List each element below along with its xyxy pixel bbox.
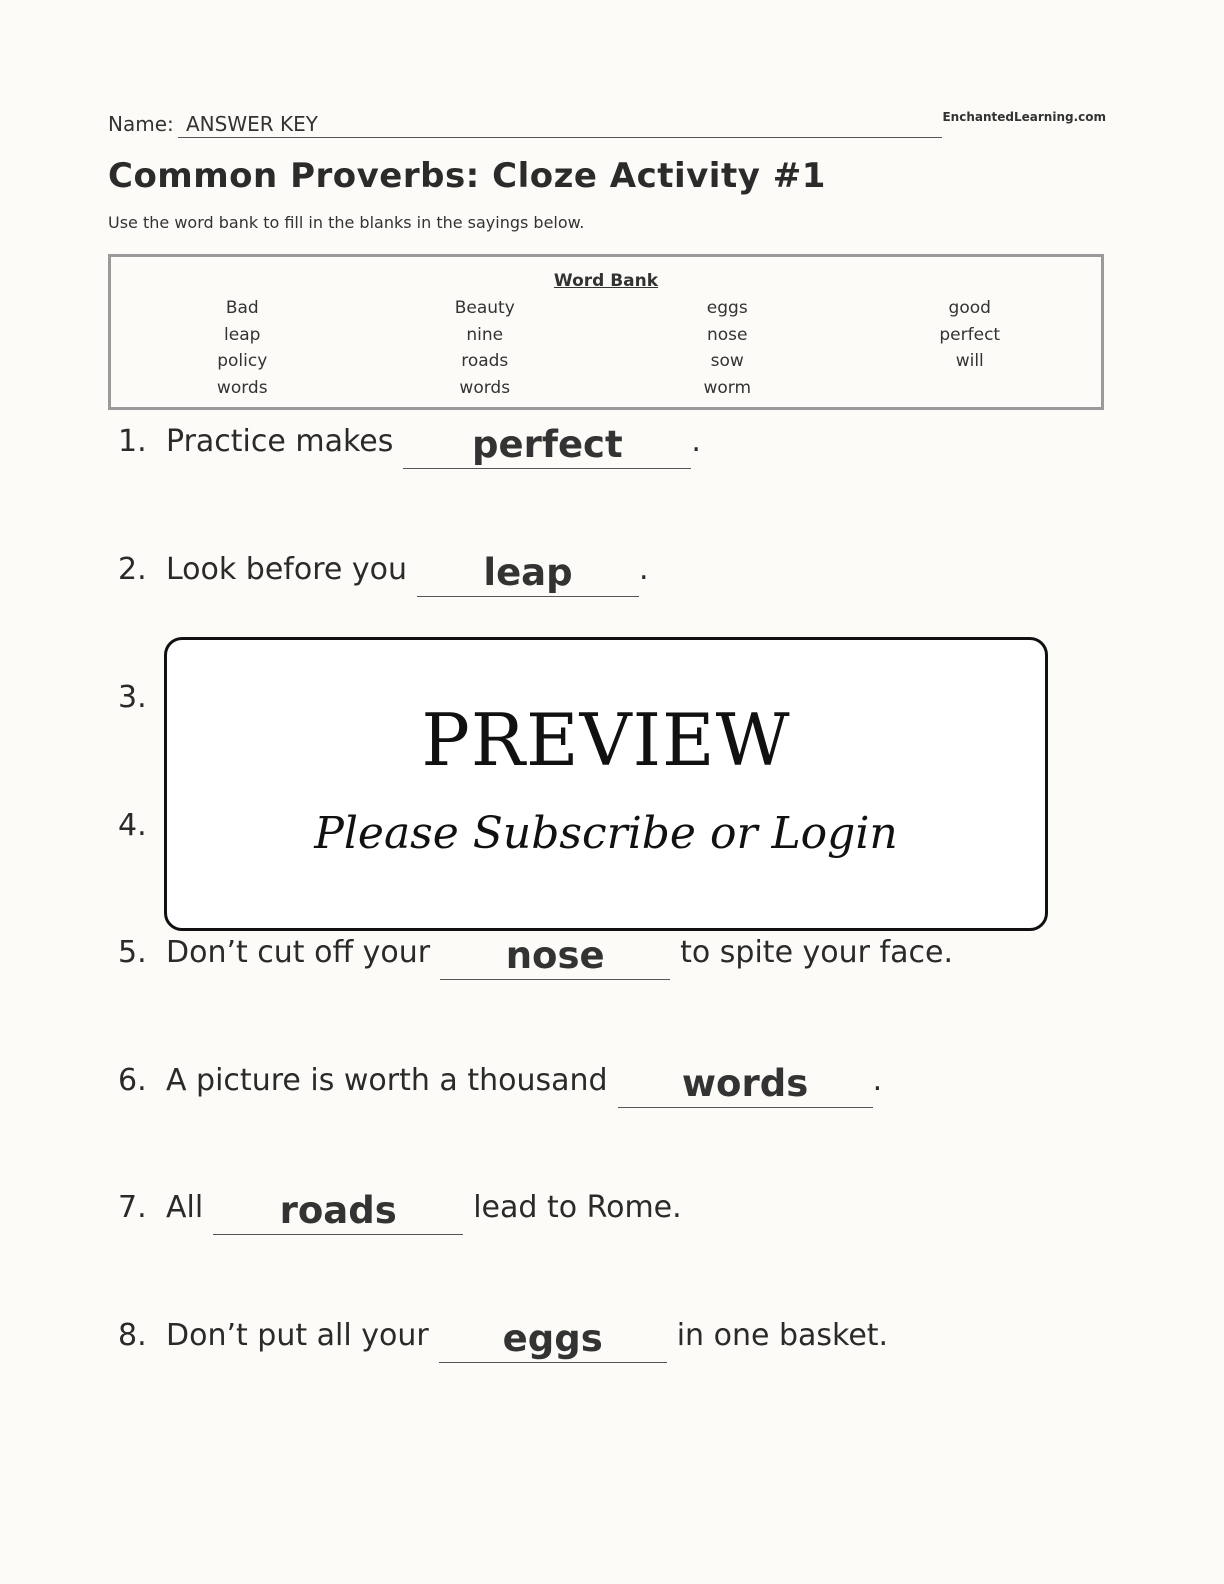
question-text-after: to spite your face. <box>680 935 953 970</box>
question-number: 2. <box>118 552 147 587</box>
answer-text: leap <box>483 551 573 594</box>
word-bank-word: Beauty <box>454 298 515 318</box>
question-text-before: Don’t put all your <box>166 1318 429 1353</box>
word-bank-title: Word Bank <box>553 271 659 291</box>
answer-text: perfect <box>472 423 623 466</box>
question-text-before: A picture is worth a thousand <box>166 1063 608 1098</box>
answer-text: words <box>681 1062 809 1105</box>
word-bank-word: words <box>216 377 268 398</box>
word-bank-word: policy <box>217 351 268 371</box>
word-bank-column <box>364 295 607 401</box>
preview-overlay[interactable] <box>164 637 1048 931</box>
question-text-before: Practice makes <box>166 424 394 459</box>
answer-blank <box>439 1318 667 1363</box>
site-logo-text[interactable]: EnchantedLearning.com <box>942 110 1106 124</box>
question-text <box>166 1190 682 1235</box>
answer-text: roads <box>279 1189 397 1232</box>
answer-text: nose <box>505 934 605 977</box>
page-title: Common Proverbs: Cloze Activity #1 <box>108 156 826 196</box>
question-text-before: All <box>166 1190 204 1225</box>
answer-text: eggs <box>502 1317 603 1360</box>
question-number: 3. <box>118 680 147 715</box>
question-text-after: in one basket. <box>676 1318 889 1353</box>
question-text-before: Don’t cut off your <box>166 935 431 970</box>
word-bank-word: nose <box>707 324 748 345</box>
word-bank-column <box>849 295 1092 401</box>
word-bank-word: Bad <box>225 298 259 318</box>
question-text <box>166 424 701 469</box>
word-bank-word: good <box>948 298 991 318</box>
question-text-before: Look before you <box>166 552 408 587</box>
word-bank-grid <box>121 295 1091 401</box>
subscribe-login-prompt[interactable]: Please Subscribe or Login <box>314 808 898 859</box>
word-bank-column <box>121 295 364 401</box>
question-number: 5. <box>118 935 147 970</box>
answer-blank <box>417 552 639 597</box>
question-text-after: . <box>691 424 701 459</box>
preview-title: PREVIEW <box>421 698 791 782</box>
name-label: Name: <box>108 112 174 136</box>
word-bank-word: nine <box>466 324 504 345</box>
name-value: ANSWER KEY <box>186 112 318 136</box>
word-bank-column <box>606 295 849 401</box>
name-underline <box>178 137 942 138</box>
question-number: 4. <box>118 808 147 843</box>
word-bank-word: worm <box>703 377 752 398</box>
question-number: 7. <box>118 1190 147 1225</box>
question-text <box>166 1063 882 1108</box>
question-text <box>166 552 649 597</box>
question-text <box>166 935 953 980</box>
question-number: 1. <box>118 424 147 459</box>
word-bank-word: roads <box>461 351 509 371</box>
word-bank-word: leap <box>224 324 261 345</box>
word-bank-word: eggs <box>706 298 748 318</box>
question-text-after: lead to Rome. <box>473 1190 682 1225</box>
question-text-after: . <box>872 1063 883 1098</box>
word-bank-word: sow <box>710 351 744 371</box>
word-bank-word: perfect <box>939 324 1001 345</box>
answer-blank <box>213 1190 463 1235</box>
question-text <box>166 1318 888 1363</box>
answer-blank <box>440 935 670 980</box>
word-bank-word: words <box>459 377 511 398</box>
question-number: 6. <box>118 1063 147 1098</box>
question-text-after: . <box>639 552 649 587</box>
instructions: Use the word bank to fill in the blanks in the sayings below. <box>108 213 585 232</box>
word-bank <box>108 254 1104 410</box>
question-number: 8. <box>118 1318 147 1353</box>
answer-blank <box>403 424 691 469</box>
answer-blank <box>618 1063 873 1108</box>
word-bank-word: will <box>955 351 984 371</box>
